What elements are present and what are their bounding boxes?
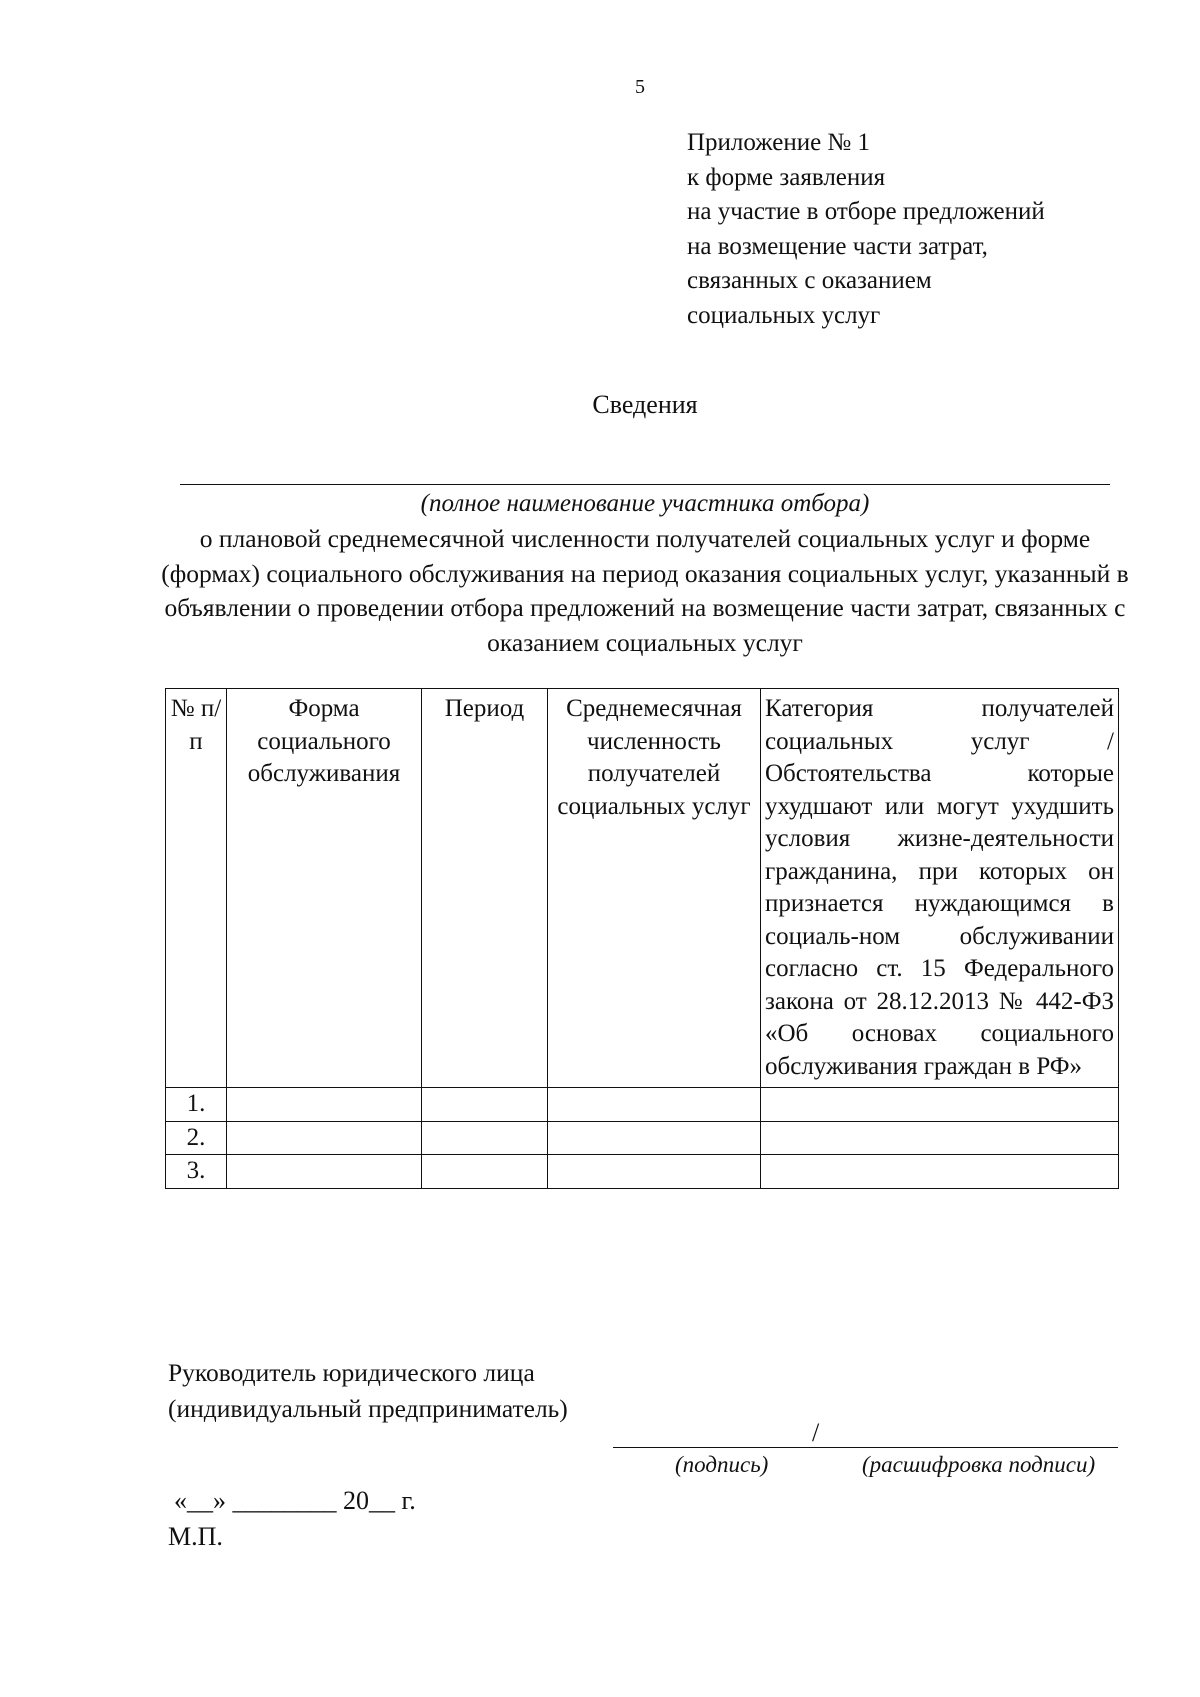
table-cell[interactable] <box>422 1121 548 1155</box>
annex-line: связанных с оказанием <box>687 267 932 294</box>
table-row <box>166 1088 1119 1122</box>
document-description: о плановой среднемесячной численности получателей социальных услуг и форме (формах) социального обслуживания на период оказания социальных услуг, указанный в объявлении о проведении отбора предложений на возмещение части затрат, связанных с оказанием социальных услуг <box>161 524 1129 657</box>
table-cell[interactable] <box>548 1088 761 1122</box>
table-cell[interactable] <box>422 1155 548 1189</box>
table-cell[interactable] <box>548 1121 761 1155</box>
annex-line: Приложение № 1 <box>687 129 871 156</box>
document-heading: Сведения <box>592 390 698 419</box>
row-number: 3. <box>166 1155 227 1189</box>
column-header-period: Период <box>422 689 548 1088</box>
table-cell[interactable] <box>761 1121 1119 1155</box>
signature-caption: (подпись) <box>675 1452 769 1477</box>
signature-separator: / <box>812 1418 820 1447</box>
column-header-number: № п/п <box>166 689 227 1088</box>
table-header-row <box>166 689 1119 1088</box>
stamp-label: М.П. <box>168 1522 223 1551</box>
annex-line: социальных услуг <box>687 301 881 329</box>
table-row <box>166 1121 1119 1155</box>
row-number: 1. <box>166 1088 227 1122</box>
annex-line: на участие в отборе предложений <box>687 198 1045 225</box>
recipients-table <box>165 688 1119 1189</box>
participant-name-caption: (полное наименование участника отбора) <box>420 490 870 517</box>
signature-line[interactable] <box>613 1447 1118 1448</box>
column-header-monthly-average: Среднемесячная численность получателей социальных услуг <box>548 689 761 1088</box>
column-header-service-form: Форма социального обслуживания <box>227 689 422 1088</box>
table-cell[interactable] <box>227 1155 422 1189</box>
signature-decode-caption: (расшифровка подписи) <box>862 1452 1096 1477</box>
table-cell[interactable] <box>761 1088 1119 1122</box>
signer-title: Руководитель юридического лица <box>168 1358 535 1387</box>
page-number: 5 <box>635 76 645 98</box>
table-cell[interactable] <box>548 1155 761 1189</box>
annex-header <box>687 126 1045 333</box>
signer-subtitle: (индивидуальный предприниматель) <box>168 1394 568 1423</box>
annex-line: на возмещение части затрат, <box>687 232 988 260</box>
table-cell[interactable] <box>761 1155 1119 1189</box>
table-row <box>166 1155 1119 1189</box>
table-cell[interactable] <box>422 1088 548 1122</box>
participant-name-line[interactable] <box>180 484 1110 485</box>
signer-block <box>168 1355 568 1427</box>
table-cell[interactable] <box>227 1121 422 1155</box>
annex-line: к форме заявления <box>687 163 886 191</box>
date-line[interactable]: «__» ________ 20__ г. <box>174 1486 416 1515</box>
table-cell[interactable] <box>227 1088 422 1122</box>
row-number: 2. <box>166 1121 227 1155</box>
column-header-recipient-category: Категория получателей социальных услуг /Обстоятельства которые ухудшают или могут ухудшить условия жизне-деятельности гражданина, при которых он признается нуждающимся в социаль-ном обслуживании согласно ст. 15 Федерального закона от 28.12.2013 № 442-ФЗ «Об основах социального обслуживания граждан в РФ» <box>761 689 1119 1088</box>
